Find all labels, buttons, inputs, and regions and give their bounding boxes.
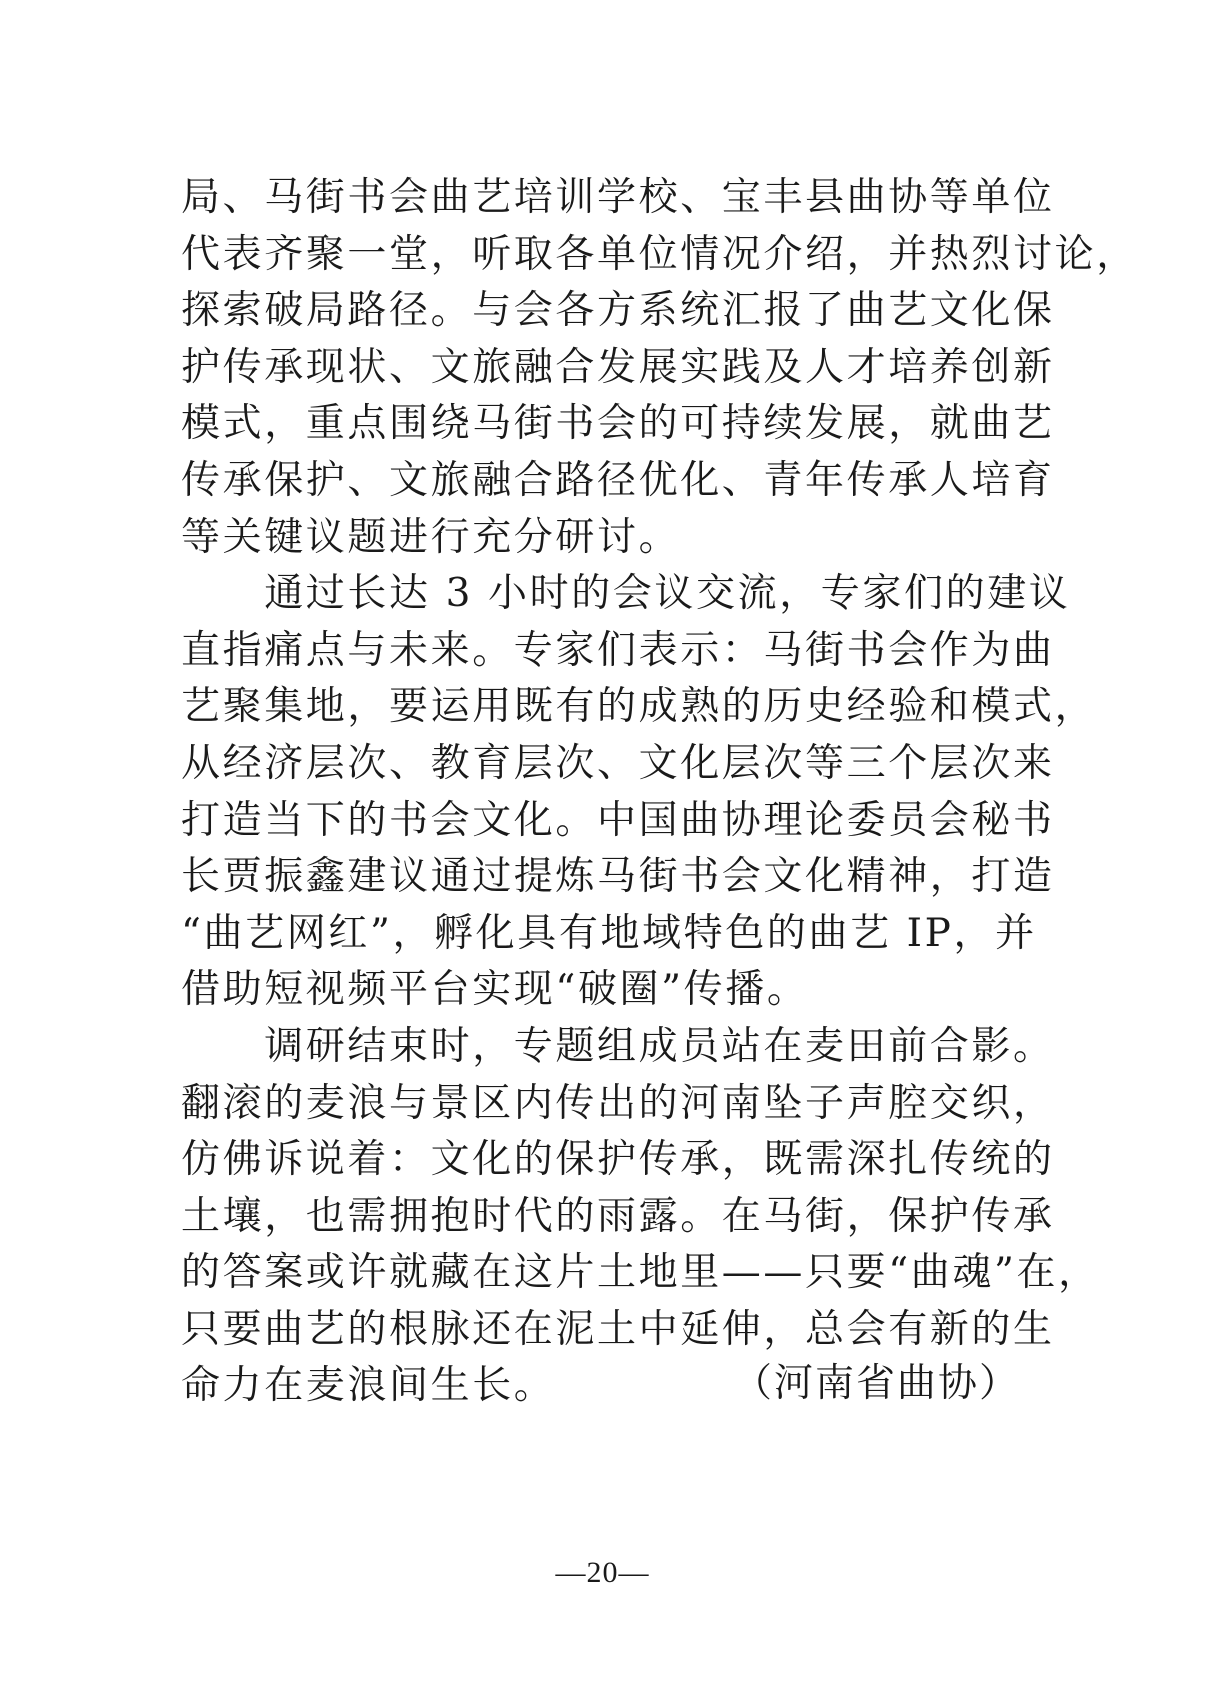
text-line: 翻滚的麦浪与景区内传出的河南坠子声腔交织，: [181, 1080, 1055, 1126]
text-line: 通过长达 3 小时的会议交流，专家们的建议: [181, 571, 1071, 617]
text-line: 土壤，也需拥抱时代的雨露。在马街，保护传承: [181, 1193, 1055, 1239]
text-line: 只要曲艺的根脉还在泥土中延伸，总会有新的生: [181, 1306, 1055, 1352]
text-line: 仿佛诉说着：文化的保护传承，既需深扎传统的: [181, 1137, 1055, 1183]
author-signature: （河南省曲协）: [732, 1361, 1020, 1406]
text-line: 艺聚集地，要运用既有的成熟的历史经验和模式，: [181, 684, 1097, 730]
text-line: 的答案或许就藏在这片土地里——只要“曲魂”在，: [181, 1250, 1100, 1296]
text-line: 局、马街书会曲艺培训学校、宝丰县曲协等单位: [181, 175, 1055, 220]
text-line: 从经济层次、教育层次、文化层次等三个层次来: [181, 740, 1055, 786]
text-line: 直指痛点与未来。专家们表示：马街书会作为曲: [181, 627, 1055, 673]
article-body: [181, 170, 1138, 1415]
text-line: 命力在麦浪间生长。: [181, 1363, 556, 1409]
text-line: 借助短视频平台实现“破圈”传播。: [181, 967, 809, 1013]
text-line: “曲艺网红”，孵化具有地域特色的曲艺 IP，并: [181, 910, 1037, 956]
page-number: —20—: [555, 1556, 650, 1589]
text-line: 调研结束时，专题组成员站在麦田前合影。: [181, 1023, 1055, 1069]
paragraph-1: [181, 170, 1138, 566]
text-line: 传承保护、文旅融合路径优化、青年传承人培育: [181, 457, 1055, 503]
text-line: 护传承现状、文旅融合发展实践及人才培养创新: [181, 344, 1055, 390]
text-line: 长贾振鑫建议通过提炼马街书会文化精神，打造: [181, 854, 1055, 900]
text-line: 探索破局路径。与会各方系统汇报了曲艺文化保: [181, 288, 1055, 334]
text-line: 等关键议题进行充分研讨。: [181, 514, 681, 560]
text-line: 代表齐聚一堂，听取各单位情况介绍，并热烈讨论，: [181, 231, 1138, 277]
text-line: 模式，重点围绕马街书会的可持续发展，就曲艺: [181, 401, 1055, 447]
paragraph-2: [181, 566, 1097, 1019]
text-line: 打造当下的书会文化。中国曲协理论委员会秘书: [181, 797, 1055, 843]
